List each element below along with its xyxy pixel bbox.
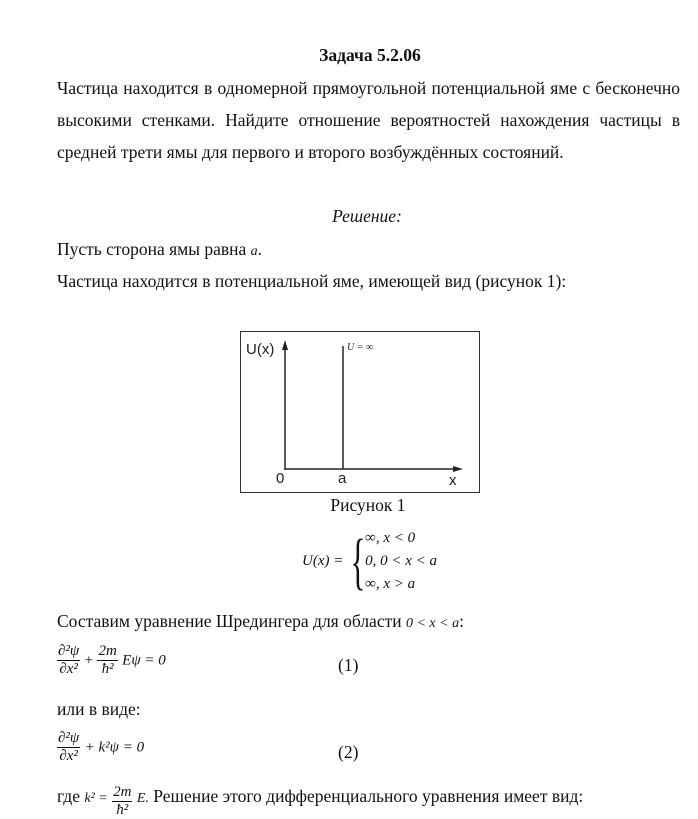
text: :: [459, 611, 464, 631]
alt-form-line: или в виде:: [57, 699, 141, 719]
denominator: ∂x²: [59, 661, 78, 677]
side-length-line: [57, 239, 262, 260]
brace: {: [350, 527, 366, 596]
fraction: [57, 643, 80, 678]
case: ∞, x < 0: [365, 530, 416, 546]
text: .: [257, 239, 263, 259]
equation-1: [57, 643, 166, 678]
figure-caption: Рисунок 1: [330, 495, 406, 515]
well-intro-line: Частица находится в потенциальной яме, имеющей вид (рисунок 1):: [57, 271, 567, 291]
figure-potential-well: [240, 331, 480, 493]
wall-label: U = ∞: [347, 342, 374, 353]
y-axis-label: U(x): [246, 341, 275, 358]
denominator: ħ²: [116, 802, 129, 818]
cases: [365, 527, 437, 596]
lhs: U(x) =: [302, 553, 344, 569]
schrodinger-intro-line: [57, 611, 464, 632]
numerator: 2m: [98, 643, 117, 659]
variable-a: a: [250, 244, 258, 259]
text: Решение этого дифференциального уравнения имеет вид:: [153, 786, 584, 806]
fraction: [97, 643, 117, 678]
case: ∞, x > a: [365, 576, 416, 592]
region: 0 < x < a: [405, 616, 460, 631]
origin-label: 0: [276, 470, 285, 487]
x-axis-label: x: [449, 472, 457, 489]
plus: +: [84, 652, 94, 669]
text: Составим уравнение Шредингера для области: [57, 611, 402, 631]
text: где: [57, 786, 80, 806]
piecewise-potential: [302, 527, 437, 596]
k-squared: k² =: [84, 791, 108, 806]
equation-number-1: (1): [338, 655, 359, 675]
well-diagram: [241, 332, 479, 492]
fraction: [57, 730, 80, 765]
fraction: [112, 784, 132, 819]
equation-number-2: (2): [338, 742, 359, 762]
y-axis-arrow-icon: [282, 340, 288, 350]
solution-heading: Решение:: [332, 206, 402, 226]
equation-rest: Eψ = 0: [122, 652, 166, 669]
problem-title: Задача 5.2.06: [319, 45, 421, 65]
text: Пусть сторона ямы равна: [57, 239, 247, 259]
equation-2: [57, 730, 144, 765]
numerator: 2m: [113, 784, 132, 800]
numerator: ∂²ψ: [58, 643, 80, 659]
equation-rest: + k²ψ = 0: [84, 739, 145, 756]
numerator: ∂²ψ: [58, 730, 80, 746]
case: 0, 0 < x < a: [365, 553, 438, 569]
denominator: ∂x²: [59, 748, 78, 764]
k-definition-line: [57, 784, 583, 819]
problem-statement: Частица находится в одномерной прямоугольной потенциальной яме с бесконечно высокими стенками. Найдите отношение вероятностей нахождения частицы в средней трети ямы для первого и второго возбуждённых состояний.: [57, 78, 680, 162]
denominator: ħ²: [101, 661, 114, 677]
energy: E.: [136, 791, 149, 806]
a-label: a: [338, 470, 347, 487]
